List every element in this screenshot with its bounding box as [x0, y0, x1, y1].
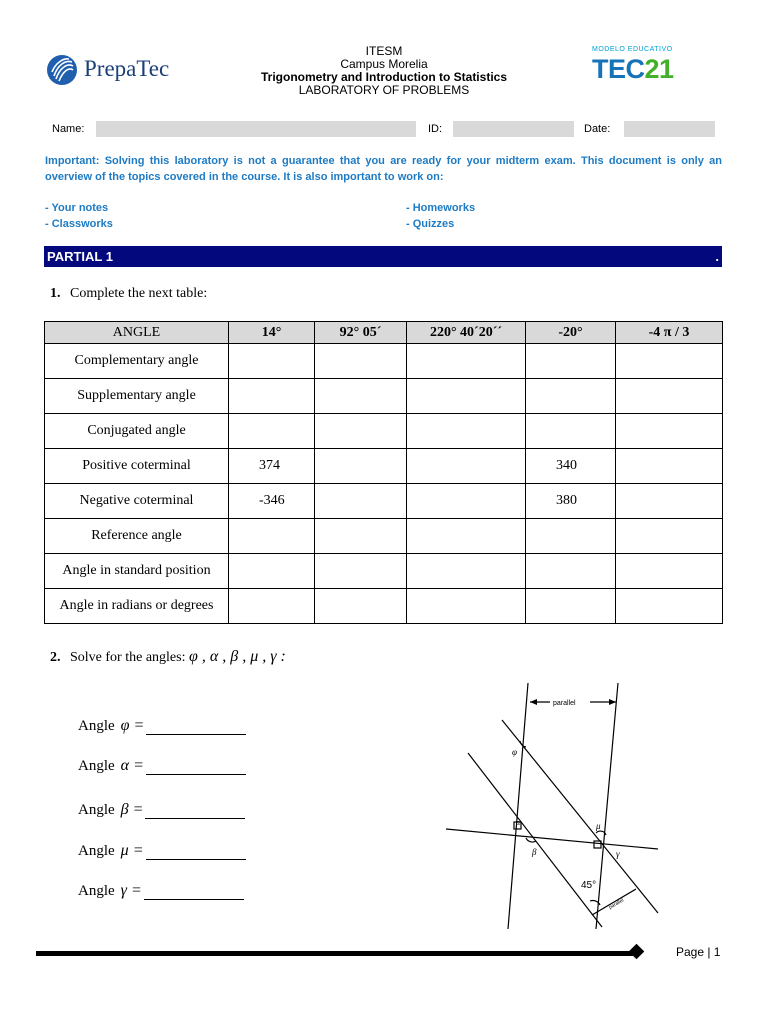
date-label: Date: [584, 123, 611, 135]
gamma-label: γ [616, 849, 620, 859]
list-item: - Classworks [45, 217, 113, 230]
horizontal-line [446, 829, 658, 849]
prepatec-logo [46, 52, 186, 92]
id-label: ID: [428, 123, 443, 135]
answer-blank[interactable] [144, 887, 244, 900]
table-cell[interactable]: 340 [526, 449, 616, 484]
table-cell[interactable] [526, 379, 616, 414]
row-label: Reference angle [45, 519, 229, 554]
table-cell[interactable] [407, 589, 526, 624]
answer-label: Angle [78, 843, 115, 859]
row-label: Angle in radians or degrees [45, 589, 229, 624]
table-cell[interactable] [229, 344, 315, 379]
table-cell[interactable] [407, 379, 526, 414]
table-cell[interactable] [616, 449, 723, 484]
prepatec-emblem-icon [46, 54, 78, 86]
table-row [45, 379, 723, 414]
partial-title: PARTIAL 1 [47, 249, 113, 264]
table-cell[interactable]: 374 [229, 449, 315, 484]
upper-diagonal-line [502, 720, 658, 913]
mu-label: μ [596, 821, 601, 831]
important-note: Important: Solving this laboratory is not a guarantee that you are ready for your midterm exam. This document is only an overview of the topics covered in the course. It is also important to work on: [45, 155, 722, 183]
footer-diamond [629, 944, 645, 960]
table-cell[interactable] [526, 554, 616, 589]
table-row [45, 484, 723, 519]
table-cell[interactable]: -346 [229, 484, 315, 519]
table-cell[interactable] [315, 379, 407, 414]
table-cell[interactable] [229, 554, 315, 589]
alpha-label: α [516, 818, 521, 827]
document-header [220, 45, 548, 97]
answer-label: Angle [78, 802, 115, 818]
work-list-left [45, 201, 113, 232]
table-cell[interactable] [315, 484, 407, 519]
table-cell[interactable] [407, 449, 526, 484]
table-cell[interactable] [229, 589, 315, 624]
table-cell[interactable] [616, 414, 723, 449]
table-row [45, 554, 723, 589]
table-cell[interactable] [315, 414, 407, 449]
answer-mu [78, 842, 246, 860]
table-cell[interactable] [407, 414, 526, 449]
table-cell[interactable] [526, 414, 616, 449]
right-transversal-line [596, 683, 618, 929]
column-header: 92° 05´ [315, 322, 407, 344]
column-header: -4 π / 3 [616, 322, 723, 344]
lab-title: LABORATORY OF PROBLEMS [298, 83, 470, 97]
tec21-subtitle: MODELO EDUCATIVO [592, 46, 673, 53]
work-list-right [406, 201, 475, 232]
prepatec-logo-text: PrepaTec [84, 56, 170, 81]
answer-blank[interactable] [146, 762, 246, 775]
arrowhead-left [530, 699, 537, 705]
arrowhead-right [609, 699, 616, 705]
question-number: 1. [50, 286, 61, 301]
answer-symbol: α = [120, 757, 144, 774]
table-cell[interactable] [407, 484, 526, 519]
row-label: Supplementary angle [45, 379, 229, 414]
footer-rule [36, 951, 636, 956]
institution-name: ITESM [365, 44, 403, 58]
row-label: Conjugated angle [45, 414, 229, 449]
column-header: 14° [229, 322, 315, 344]
list-item: - Your notes [45, 202, 109, 214]
answer-gamma [78, 882, 244, 900]
answer-symbol: μ = [120, 842, 144, 859]
table-cell[interactable] [616, 484, 723, 519]
table-cell[interactable] [526, 519, 616, 554]
column-header: ANGLE [45, 322, 229, 344]
left-transversal-line [508, 683, 528, 929]
tec21-logo [592, 46, 692, 86]
table-cell[interactable] [616, 344, 723, 379]
partial-section-bar [44, 246, 722, 267]
row-label: Complementary angle [45, 344, 229, 379]
answer-label: Angle [78, 758, 115, 774]
answer-blank[interactable] [146, 722, 246, 735]
column-header: -20° [526, 322, 616, 344]
table-cell[interactable] [315, 449, 407, 484]
answer-alpha [78, 757, 246, 775]
row-label: Positive coterminal [45, 449, 229, 484]
table-row [45, 589, 723, 624]
table-header-row [45, 322, 723, 344]
answer-beta [78, 801, 245, 819]
answer-symbol: β = [120, 801, 144, 818]
question-number: 2. [50, 650, 61, 665]
question-text: Solve for the angles: [70, 650, 186, 665]
question-symbols: φ , α , β , μ , γ : [188, 648, 286, 665]
answer-blank[interactable] [146, 847, 246, 860]
table-cell[interactable] [526, 344, 616, 379]
answer-label: Angle [78, 718, 115, 734]
beta-label: β [532, 847, 537, 857]
angles-diagram [440, 675, 670, 935]
table-cell[interactable] [616, 589, 723, 624]
table-cell[interactable]: 380 [526, 484, 616, 519]
table-cell[interactable] [526, 589, 616, 624]
phi-label: φ [512, 747, 517, 757]
row-label: Negative coterminal [45, 484, 229, 519]
table-cell[interactable] [616, 519, 723, 554]
table-cell[interactable] [616, 554, 723, 589]
table-cell[interactable] [407, 519, 526, 554]
page-number: Page | 1 [676, 945, 721, 959]
campus-name: Campus Morelia [340, 57, 428, 71]
parallel-label-bottom: parallel [608, 897, 625, 911]
table-cell[interactable] [229, 519, 315, 554]
course-title: Trigonometry and Introduction to Statistics [260, 70, 507, 84]
angle45-label: 45° [581, 880, 597, 891]
table-row [45, 449, 723, 484]
name-label: Name: [52, 123, 85, 135]
question-2 [50, 648, 286, 666]
table-cell[interactable] [315, 519, 407, 554]
table-row [45, 414, 723, 449]
partial-dot: . [715, 249, 719, 264]
row-label: Angle in standard position [45, 554, 229, 589]
table-cell[interactable] [315, 589, 407, 624]
table-cell[interactable] [315, 344, 407, 379]
angles-table [44, 321, 723, 624]
lower-diagonal-line [468, 753, 602, 927]
date-field[interactable] [624, 121, 715, 137]
question-1 [50, 286, 207, 302]
answer-phi [78, 717, 246, 735]
answer-symbol: φ = [120, 717, 145, 734]
parallel-label-top: parallel [553, 700, 576, 707]
table-cell[interactable] [407, 344, 526, 379]
table-cell[interactable] [616, 379, 723, 414]
answer-symbol: γ = [120, 882, 142, 899]
tec21-wordmark: TEC21 [592, 54, 674, 84]
answer-blank[interactable] [145, 806, 245, 819]
table-row [45, 519, 723, 554]
table-row [45, 344, 723, 379]
name-field[interactable] [96, 121, 416, 137]
table-cell[interactable] [229, 414, 315, 449]
column-header: 220° 40´20´´ [407, 322, 526, 344]
id-field[interactable] [453, 121, 574, 137]
list-item: - Quizzes [406, 217, 455, 230]
list-item: - Homeworks [406, 202, 476, 214]
table-cell[interactable] [315, 554, 407, 589]
table-cell[interactable] [229, 379, 315, 414]
table-cell[interactable] [407, 554, 526, 589]
question-text: Complete the next table: [70, 286, 208, 301]
answer-label: Angle [78, 883, 115, 899]
